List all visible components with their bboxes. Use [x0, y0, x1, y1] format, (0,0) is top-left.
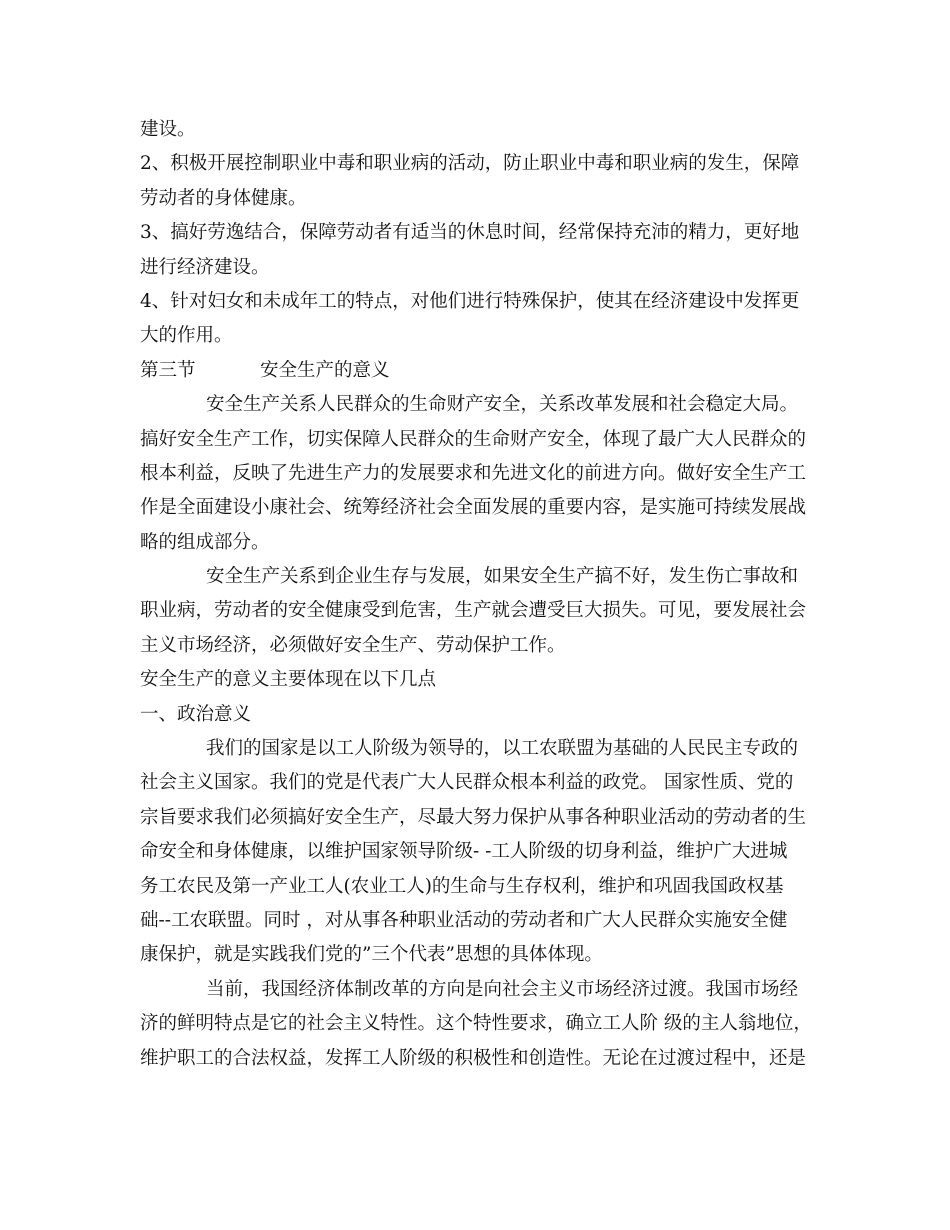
text-line: 社会主义国家。我们的党是代表广大人民群众根本利益的政党。 国家性质、党的: [140, 772, 794, 794]
text-line: 维护职工的合法权益，发挥工人阶级的积极性和创造性。无论在过渡过程中，还是: [140, 1047, 807, 1069]
subheading: 一、政治意义: [140, 703, 252, 725]
text-line: 康保护，就是实践我们党的”三个代表”思想的具体体现。: [140, 944, 603, 966]
section-number: 第三节: [140, 359, 196, 381]
text-line: 劳动者的身体健康。: [140, 187, 307, 209]
text-line: 主义市场经济，必须做好安全生产、劳动保护工作。: [140, 634, 566, 656]
paragraph-first-line: 安全生产关系人民群众的生命财产安全，关系改革发展和社会稳定大局。: [206, 394, 799, 416]
text-line: 根本利益，反映了先进生产力的发展要求和先进文化的前进方向。做好安全生产工: [140, 462, 807, 484]
text-line: 宗旨要求我们必须搞好安全生产，尽最大努力保护从事各种职业活动的劳动者的生: [140, 806, 807, 828]
text-line: 命安全和身体健康，以维护国家领导阶级- -工人阶级的切身利益，维护广大进城: [140, 841, 788, 863]
text-line: 大的作用。: [140, 325, 233, 347]
text-line: 务工农民及第一产业工人(农业工人)的生命与生存权利，维护和巩固我国政权基: [140, 875, 784, 897]
section-title: 安全生产的意义: [260, 359, 390, 381]
text-line: 作是全面建设小康社会、统筹经济社会全面发展的重要内容，是实施可持续发展战: [140, 497, 807, 519]
list-item-3: 3、搞好劳逸结合，保障劳动者有适当的休息时间，经常保持充沛的精力，更好地: [140, 222, 800, 244]
text-line: 略的组成部分。: [140, 531, 270, 553]
document-body: [140, 113, 830, 1076]
paragraph-first-line: 当前，我国经济体制改革的方向是向社会主义市场经济过渡。我国市场经: [206, 978, 799, 1000]
paragraph-first-line: 我们的国家是以工人阶级为领导的，以工农联盟为基础的人民民主专政的: [206, 738, 799, 760]
text-line: 建设。: [140, 119, 196, 140]
text-line: 础--工农联盟。同时 ，对从事各种职业活动的劳动者和广大人民群众实施安全健: [140, 909, 788, 931]
section-heading: [140, 354, 830, 388]
text-line: 搞好安全生产工作，切实保障人民群众的生命财产安全，体现了最广大人民群众的: [140, 428, 807, 450]
list-item-4: 4、针对妇女和未成年工的特点，对他们进行特殊保护，使其在经济建设中发挥更: [140, 290, 800, 312]
text-line: 济的鲜明特点是它的社会主义特性。这个特性要求，确立工人阶 级的主人翁地位，: [140, 1013, 812, 1035]
paragraph-first-line: 安全生产关系到企业生存与发展，如果安全生产搞不好，发生伤亡事故和: [206, 566, 799, 588]
list-item-2: 2、积极开展控制职业中毒和职业病的活动，防止职业中毒和职业病的发生，保障: [140, 153, 800, 175]
text-line: 进行经济建设。: [140, 256, 270, 278]
text-line: 职业病，劳动者的安全健康受到危害，生产就会遭受巨大损失。可见，要发展社会: [140, 600, 807, 622]
summary-line: 安全生产的意义主要体现在以下几点: [140, 669, 437, 691]
